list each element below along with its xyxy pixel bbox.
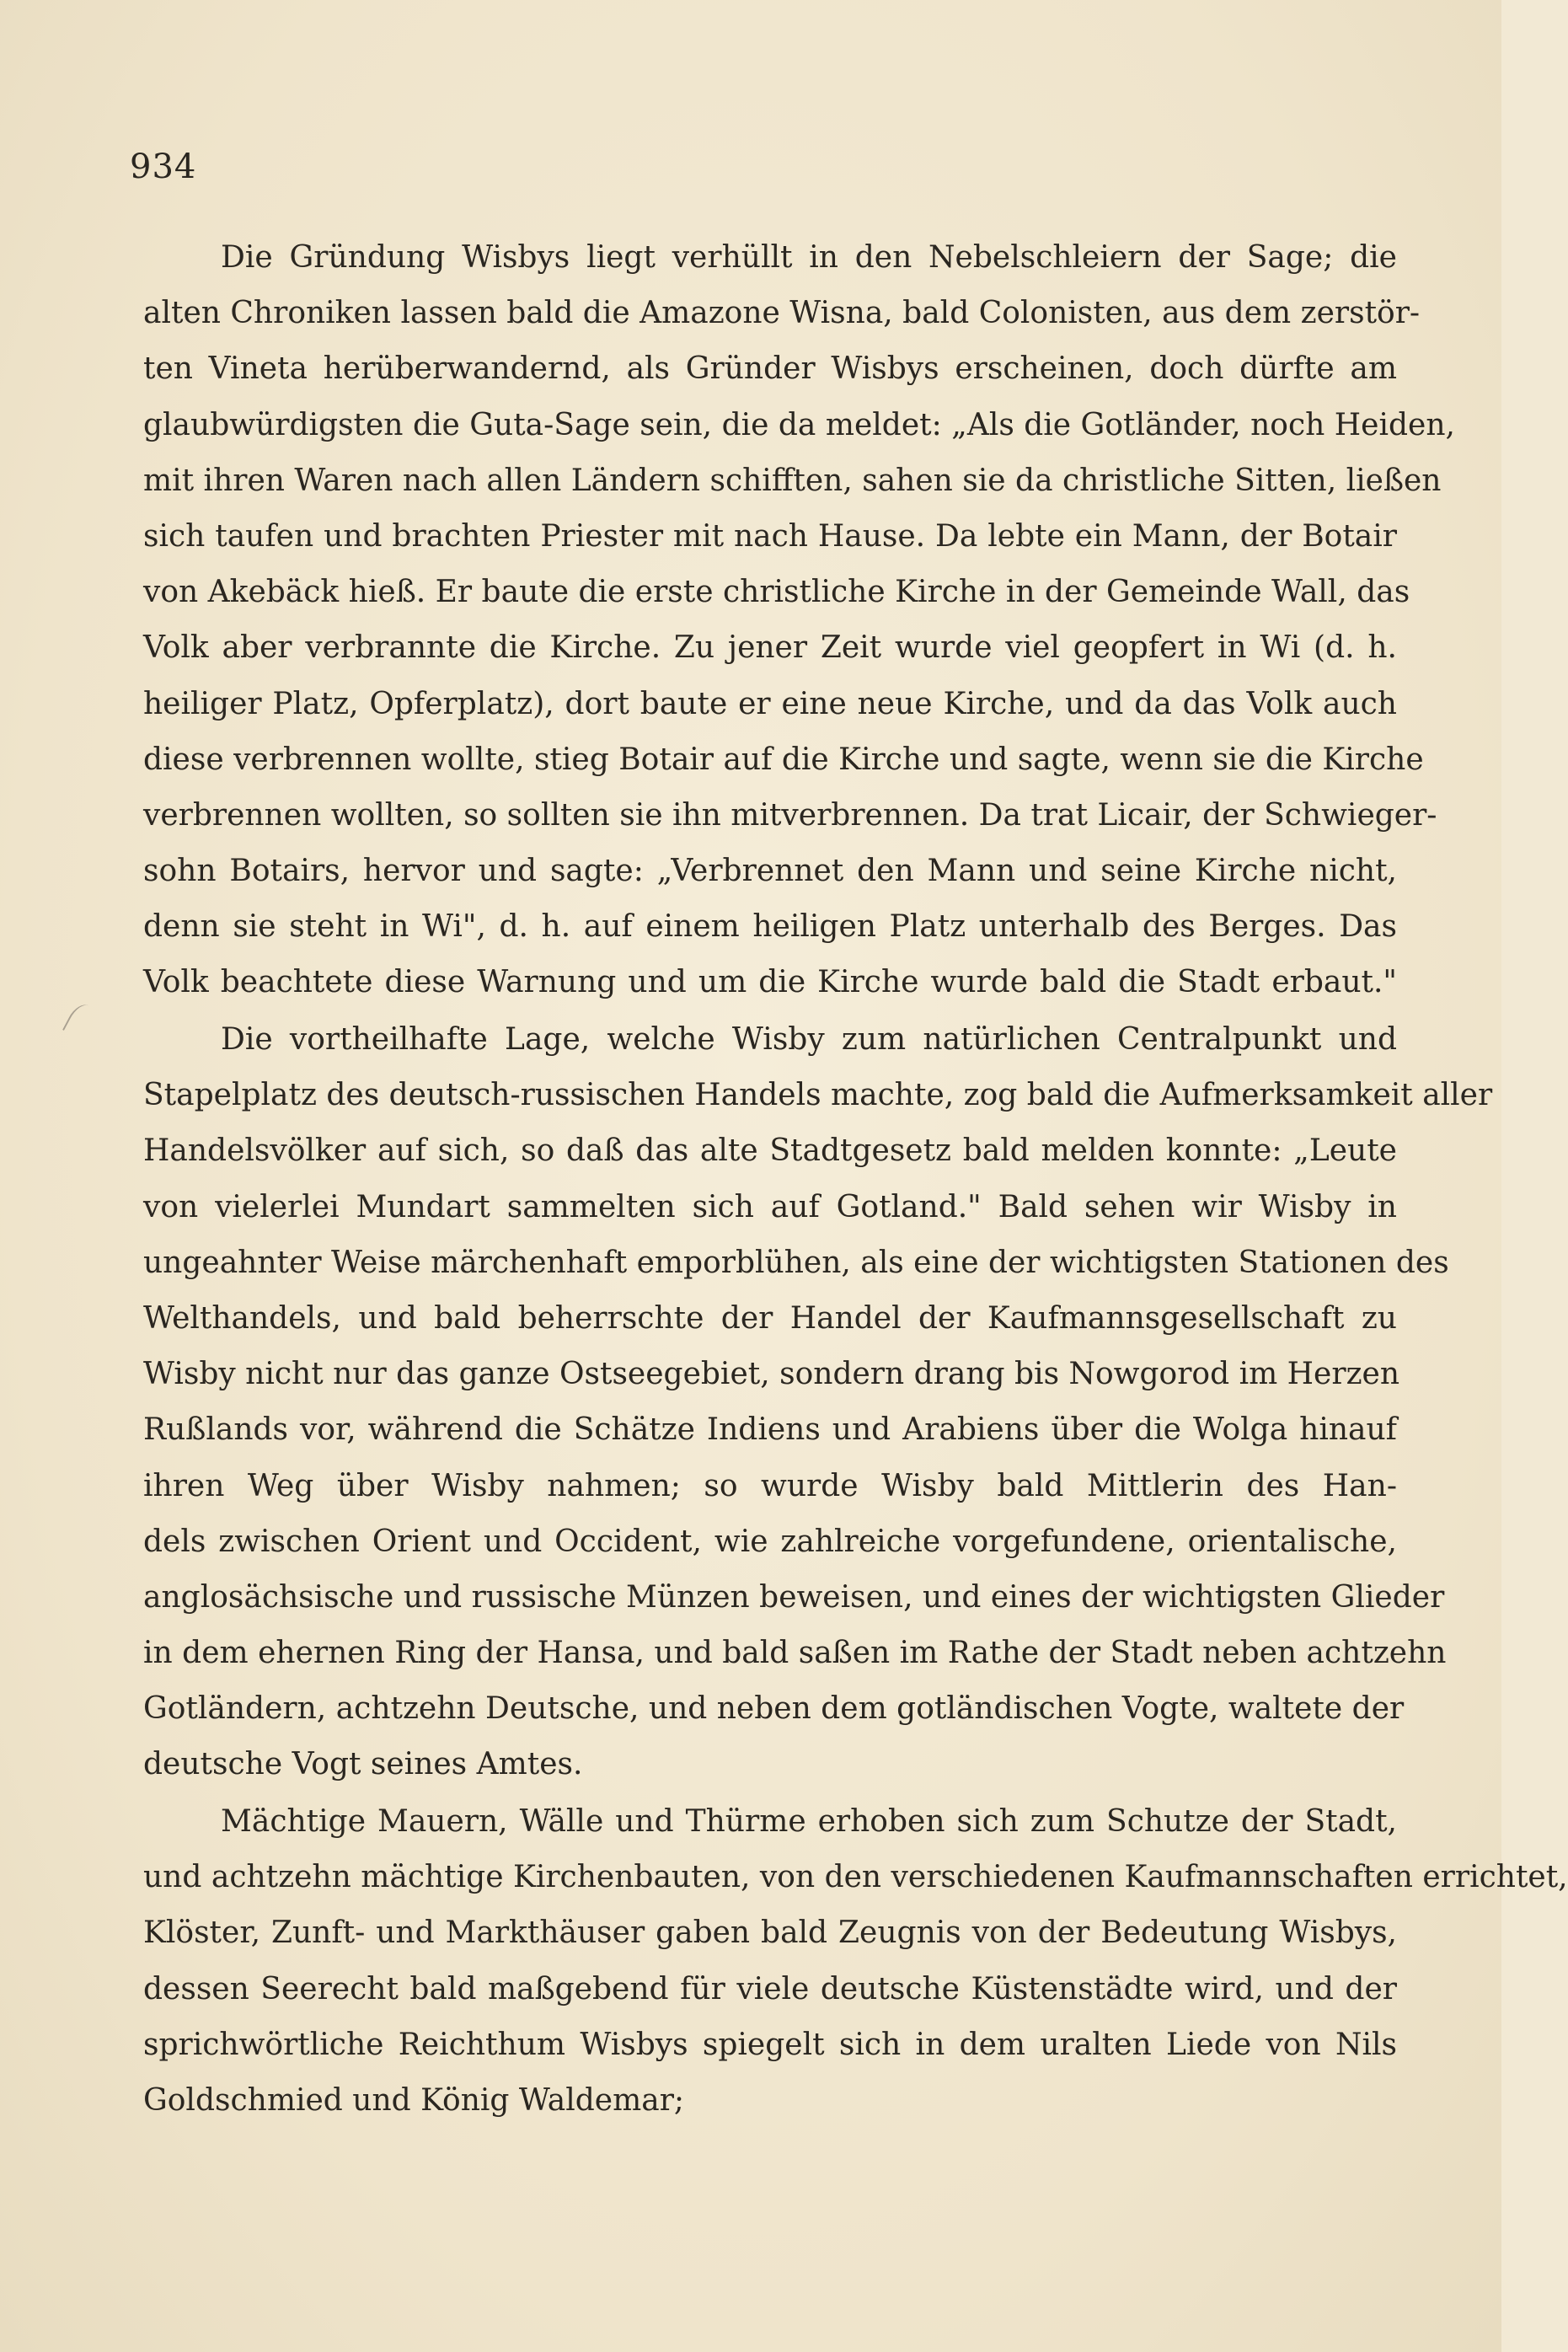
text-line: verbrennen wollten, so sollten sie ihn mitverbrennen. Da trat Licair, der Schwieger- <box>143 797 1437 833</box>
text-line: diese verbrennen wollte, stieg Botair auf die Kirche und sagte, wenn sie die Kirche <box>143 742 1424 777</box>
paragraph-founding-legend <box>143 230 1455 1011</box>
text-line: deutsche Vogt seines Amtes. <box>143 1747 583 1782</box>
text-line: dels zwischen Orient und Occident, wie zahlreiche vorgefundene, orientalische, <box>143 1524 1397 1559</box>
text-line: Volk beachtete diese Warnung und um die Kirche wurde bald die Stadt erbaut." <box>143 965 1397 1000</box>
text-line: und achtzehn mächtige Kirchenbauten, von den verschiedenen Kaufmannschaften errichtet, <box>143 1860 1568 1895</box>
text-line: von vielerlei Mundart sammelten sich auf Gotland." Bald sehen wir Wisby in <box>143 1189 1397 1224</box>
text-line: in dem ehernen Ring der Hansa, und bald saßen im Rathe der Stadt neben achtzehn <box>143 1636 1447 1671</box>
text-line: sohn Botairs, hervor und sagte: „Verbrennet den Mann und seine Kirche nicht, <box>143 854 1397 889</box>
text-line: Die vortheilhafte Lage, welche Wisby zum natürlichen Centralpunkt und <box>221 1022 1397 1057</box>
text-line: Wisby nicht nur das ganze Ostseegebiet, sondern drang bis Nowgorod im Herzen <box>143 1357 1400 1392</box>
paragraph-trade-center <box>143 1012 1493 1793</box>
text-line: Die Gründung Wisbys liegt verhüllt in den Nebelschleiern der Sage; die <box>221 240 1397 275</box>
text-line: alten Chroniken lassen bald die Amazone Wisna, bald Colonisten, aus dem zerstör- <box>143 296 1421 331</box>
text-line: sich taufen und brachten Priester mit nach Hause. Da lebte ein Mann, der Botair <box>143 518 1397 554</box>
text-line: Volk aber verbrannte die Kirche. Zu jener Zeit wurde viel geopfert in Wi (d. h. <box>143 630 1397 666</box>
text-line: glaubwürdigsten die Guta-Sage sein, die da meldet: „Als die Gotländer, noch Heiden, <box>143 407 1455 442</box>
text-line: Goldschmied und König Waldemar; <box>143 2082 685 2118</box>
text-line: ungeahnter Weise märchenhaft emporblühen, als eine der wichtigsten Stationen des <box>143 1245 1449 1280</box>
text-line: anglosächsische und russische Münzen beweisen, und eines der wichtigsten Glieder <box>143 1579 1445 1615</box>
text-line: ten Vineta herüberwandernd, als Gründer Wisbys erscheinen, doch dürfte am <box>143 351 1397 387</box>
text-line: Gotländern, achtzehn Deutsche, und neben dem gotländischen Vogte, waltete der <box>143 1691 1405 1727</box>
margin-pencil-mark <box>62 1000 96 1040</box>
text-line: dessen Seerecht bald maßgebend für viele deutsche Küstenstädte wird, und der <box>143 1971 1397 2006</box>
text-line: Klöster, Zunft- und Markthäuser gaben bald Zeugnis von der Bedeutung Wisbys, <box>143 1915 1397 1951</box>
paragraph-walls-and-churches <box>143 1794 1568 2129</box>
text-line: Mächtige Mauern, Wälle und Thürme erhoben sich zum Schutze der Stadt, <box>221 1804 1397 1839</box>
text-line: sprichwörtliche Reichthum Wisbys spiegelt sich in dem uralten Liede von Nils <box>143 2027 1397 2062</box>
text-line: mit ihren Waren nach allen Ländern schifften, sahen sie da christliche Sitten, ließen <box>143 463 1442 498</box>
text-line: ihren Weg über Wisby nahmen; so wurde Wisby bald Mittlerin des Han- <box>143 1468 1397 1503</box>
text-line: Handelsvölker auf sich, so daß das alte Stadtgesetz bald melden konnte: „Leute <box>143 1133 1397 1169</box>
text-line: denn sie steht in Wi", d. h. auf einem heiligen Platz unterhalb des Berges. Das <box>143 909 1397 945</box>
text-line: Stapelplatz des deutsch-russischen Handels machte, zog bald die Aufmerksamkeit aller <box>143 1078 1493 1113</box>
text-line: Welthandels, und bald beherrschte der Handel der Kaufmannsgesellschaft zu <box>143 1300 1397 1336</box>
text-line: von Akebäck hieß. Er baute die erste christliche Kirche in der Gemeinde Wall, das <box>143 575 1410 610</box>
text-line: Rußlands vor, während die Schätze Indiens und Arabiens über die Wolga hinauf <box>143 1412 1397 1448</box>
page-number: 934 <box>130 147 197 186</box>
text-line: heiliger Platz, Opferplatz), dort baute er eine neue Kirche, und da das Volk auch <box>143 686 1397 721</box>
